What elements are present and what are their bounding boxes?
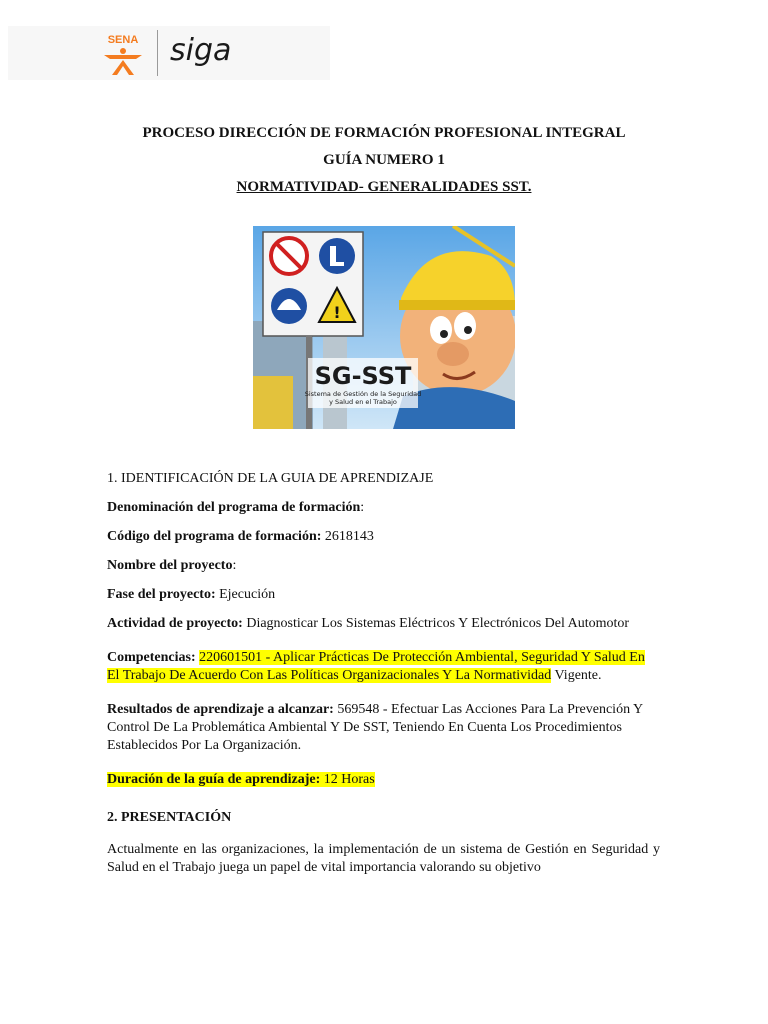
competencias-field: [107, 649, 660, 685]
sg-sst-label: SG-SST: [314, 362, 412, 390]
codigo-label: Código del programa de formación:: [107, 529, 322, 544]
fase-value: Ejecución: [215, 587, 276, 602]
section2-heading: 2. PRESENTACIÓN: [107, 810, 232, 825]
actividad-value: Diagnosticar Los Sistemas Eléctricos Y Electrónicos Del Automotor: [242, 616, 630, 631]
duracion-field: [107, 771, 660, 789]
sg-sst-cover-image: [253, 226, 515, 429]
svg-text:!: !: [333, 303, 341, 322]
proyecto-separator: :: [232, 558, 237, 573]
presentacion-paragraph: Actualmente en las organizaciones, la implementación de un sistema de Gestión en Seguridad y Salud en el Trabajo juega un papel de vital importancia valorando su objetivo: [107, 842, 660, 875]
title-topic: NORMATIVIDAD- GENERALIDADES SST.: [236, 179, 532, 195]
resultados-label: Resultados de aprendizaje a alcanzar:: [107, 702, 334, 717]
duracion-value: 12 Horas: [320, 772, 375, 787]
resultados-field: [107, 701, 660, 755]
title-guide-number: GUÍA NUMERO 1: [323, 152, 445, 168]
actividad-label: Actividad de proyecto:: [107, 616, 243, 631]
section1-heading: 1. IDENTIFICACIÓN DE LA GUIA DE APRENDIZAJE: [107, 471, 434, 486]
sena-logo: [98, 31, 148, 77]
boots-sign-icon: [319, 238, 355, 274]
resultados-value: 569548 - Efectuar Las Acciones Para La Prevención Y Control De La Problemática Ambiental Y De SST, Teniendo En Cuenta Los Procedimientos Establecidos Por La Organización.: [107, 702, 643, 753]
document-body: [107, 470, 660, 877]
competencias-value-highlight: 220601501 - Aplicar Prácticas De Protección Ambiental, Seguridad Y Salud En El Trabajo De Acuerdo Con Las Políticas Organizacionales Y La Normatividad: [107, 650, 645, 683]
title-process: PROCESO DIRECCIÓN DE FORMACIÓN PROFESIONAL INTEGRAL: [142, 125, 626, 141]
competencias-label: Competencias:: [107, 650, 196, 665]
sg-sst-subtitle-line2: y Salud en el Trabajo: [329, 398, 397, 406]
actividad-field: [107, 615, 660, 633]
proyecto-label: Nombre del proyecto: [107, 558, 233, 573]
codigo-value: 2618143: [321, 529, 374, 544]
document-titles: [0, 120, 768, 201]
duracion-highlight: [107, 772, 375, 787]
programa-field: [107, 499, 660, 517]
proyecto-field: [107, 557, 660, 575]
sg-sst-subtitle-line1: Sistema de Gestión de la Seguridad: [304, 390, 422, 398]
codigo-field: [107, 528, 660, 546]
competencias-value-rest: Vigente.: [551, 668, 602, 683]
programa-label: Denominación del programa de formación: [107, 500, 361, 515]
siga-logo-text: siga: [170, 33, 232, 68]
fase-field: [107, 586, 660, 604]
duracion-label: Duración de la guía de aprendizaje:: [107, 772, 321, 787]
programa-separator: :: [360, 500, 365, 515]
fase-label: Fase del proyecto:: [107, 587, 216, 602]
siga-logo: [168, 30, 248, 76]
sena-logo-text: SENA: [107, 34, 139, 46]
logo-divider: [157, 30, 158, 76]
